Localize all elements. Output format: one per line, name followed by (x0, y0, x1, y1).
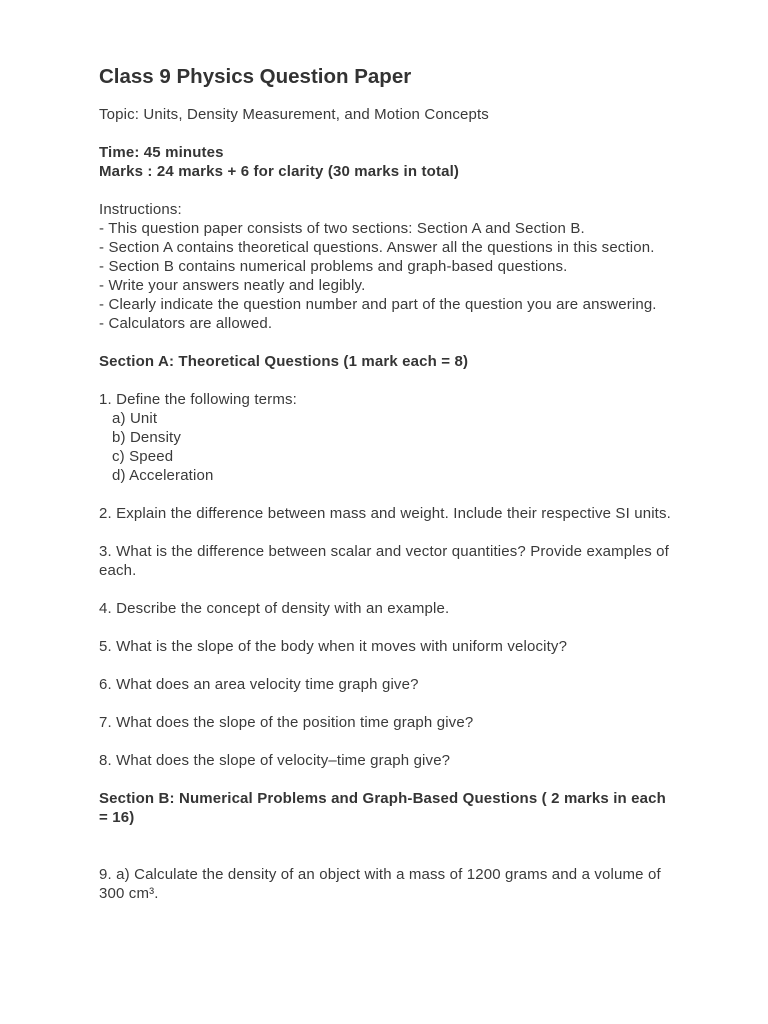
question-2: 2. Explain the difference between mass and weight. Include their respective SI units. (99, 505, 671, 522)
question-paper (99, 62, 679, 903)
question-5: 5. What is the slope of the body when it moves with uniform velocity? (99, 638, 568, 655)
question-4: 4. Describe the concept of density with an example. (99, 600, 450, 617)
instruction-item: - Section B contains numerical problems and graph-based questions. (99, 258, 568, 275)
instruction-item: - Section A contains theoretical questions. Answer all the questions in this section. (99, 239, 655, 256)
page-title: Class 9 Physics Question Paper (99, 65, 412, 88)
section-b-heading: Section B: Numerical Problems and Graph-Based Questions ( 2 marks in each = 16) (99, 790, 671, 826)
instruction-item: - Write your answers neatly and legibly. (99, 277, 366, 294)
marks-line: Marks : 24 marks + 6 for clarity (30 marks in total) (99, 163, 460, 180)
instruction-item: - This question paper consists of two sections: Section A and Section B. (99, 220, 585, 237)
instruction-item: - Calculators are allowed. (99, 315, 273, 332)
topic-line: Topic: Units, Density Measurement, and Motion Concepts (99, 106, 489, 123)
question-1: 1. Define the following terms: (99, 391, 297, 408)
instructions-heading: Instructions: (99, 201, 182, 218)
instruction-item: - Clearly indicate the question number and part of the question you are answering. (99, 296, 657, 313)
question-1-part: b) Density (112, 429, 182, 446)
question-8: 8. What does the slope of velocity–time graph give? (99, 752, 451, 769)
question-1-part: a) Unit (112, 410, 158, 427)
question-7: 7. What does the slope of the position time graph give? (99, 714, 474, 731)
question-9a: 9. a) Calculate the density of an object with a mass of 1200 grams and a volume of 300 cm³. (99, 866, 666, 902)
time-line: Time: 45 minutes (99, 144, 224, 161)
question-3: 3. What is the difference between scalar and vector quantities? Provide examples of each. (99, 543, 674, 579)
question-1-part: d) Acceleration (112, 467, 214, 484)
question-6: 6. What does an area velocity time graph give? (99, 676, 419, 693)
question-1-part: c) Speed (112, 448, 174, 465)
section-a-heading: Section A: Theoretical Questions (1 mark each = 8) (99, 353, 469, 370)
